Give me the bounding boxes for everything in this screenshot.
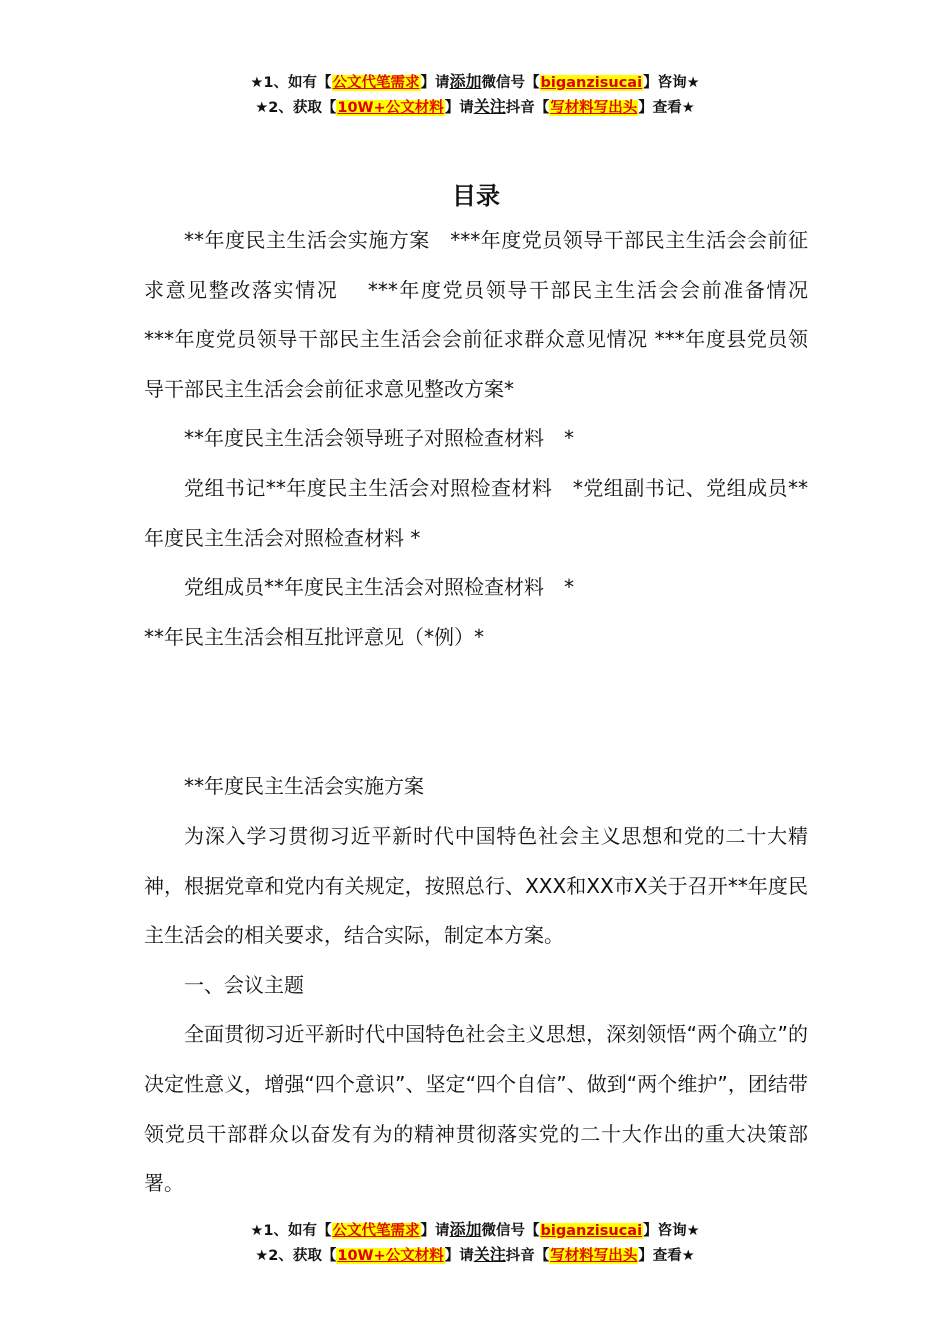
promo-highlight: biganzisucai <box>540 75 643 91</box>
section-title: **年度民主生活会实施方案 <box>184 774 424 799</box>
promo-text: ★1、如有【 <box>250 75 332 91</box>
promo-text: ★1、如有【 <box>250 1223 332 1239</box>
page-title: 目录 <box>452 182 500 210</box>
promo-text: 微信号【 <box>481 75 540 91</box>
promo-emphasis: 添加 <box>449 72 482 91</box>
promo-line-2 <box>0 1243 950 1268</box>
document-body <box>144 176 828 1209</box>
promo-text: 】请 <box>420 75 450 91</box>
promo-highlight: 写材料写出头 <box>550 1248 638 1264</box>
promo-emphasis: 添加 <box>449 1220 482 1239</box>
promo-line-2 <box>0 95 950 120</box>
promo-text: 】咨询★ <box>643 1223 700 1239</box>
promo-text: 微信号【 <box>481 1223 540 1239</box>
body-paragraph: 全面贯彻习近平新时代中国特色社会主义思想，深刻领悟“两个确立”的决定性意义，增强“四个意识”、坚定“四个自信”、做到“两个维护”，团结带领党员干部群众以奋发有为的精神贯彻落实党的二十大作出的重大决策部署。 <box>144 1022 808 1196</box>
section-heading: 一、会议主题 <box>184 972 304 997</box>
promo-header <box>0 70 950 120</box>
promo-highlight: biganzisucai <box>540 1223 643 1239</box>
promo-highlight: 写材料写出头 <box>550 100 638 116</box>
promo-highlight: 10W+公文材料 <box>337 100 444 116</box>
toc-entry: 党组书记**年度民主生活会对照检查材料 *党组副书记、党组成员**年度民主生活会对照检查材料 * <box>144 475 808 550</box>
promo-emphasis: 关注 <box>473 97 506 116</box>
promo-highlight: 公文代笔需求 <box>332 1223 420 1239</box>
promo-text: 抖音【 <box>505 1248 550 1264</box>
promo-text: 】请 <box>444 1248 474 1264</box>
toc-entry: **年度民主生活会实施方案 ***年度党员领导干部民主生活会会前征求意见整改落实情况 ***年度党员领导干部民主生活会会前准备情况 ***年度党员领导干部民主生活会会前征求群众意见情况 ***年度县党员领导干部民主生活会会前征求意见整改方案* <box>144 228 828 401</box>
promo-text: 】咨询★ <box>643 75 700 91</box>
promo-line-1 <box>0 1218 950 1243</box>
body-paragraph: 为深入学习贯彻习近平新时代中国特色社会主义思想和党的二十大精神，根据党章和党内有关规定，按照总行、XXX和XX市X关于召开**年度民主生活会的相关要求，结合实际，制定本方案。 <box>144 823 808 948</box>
promo-footer <box>0 1218 950 1268</box>
promo-highlight: 公文代笔需求 <box>332 75 420 91</box>
promo-text: 】请 <box>444 100 474 116</box>
promo-line-1 <box>0 70 950 95</box>
promo-text: 】查看★ <box>638 100 695 116</box>
promo-text: 】请 <box>420 1223 450 1239</box>
promo-highlight: 10W+公文材料 <box>337 1248 444 1264</box>
toc-entry: 党组成员**年度民主生活会对照检查材料 * <box>184 575 574 600</box>
promo-text: 】查看★ <box>638 1248 695 1264</box>
promo-text: ★2、获取【 <box>255 1248 337 1264</box>
promo-text: ★2、获取【 <box>255 100 337 116</box>
toc-entry: **年度民主生活会领导班子对照检查材料 * <box>184 426 574 451</box>
spacer <box>144 662 808 762</box>
promo-emphasis: 关注 <box>473 1245 506 1264</box>
promo-text: 抖音【 <box>505 100 550 116</box>
toc-entry: **年民主生活会相互批评意见（*例）* <box>144 624 484 649</box>
